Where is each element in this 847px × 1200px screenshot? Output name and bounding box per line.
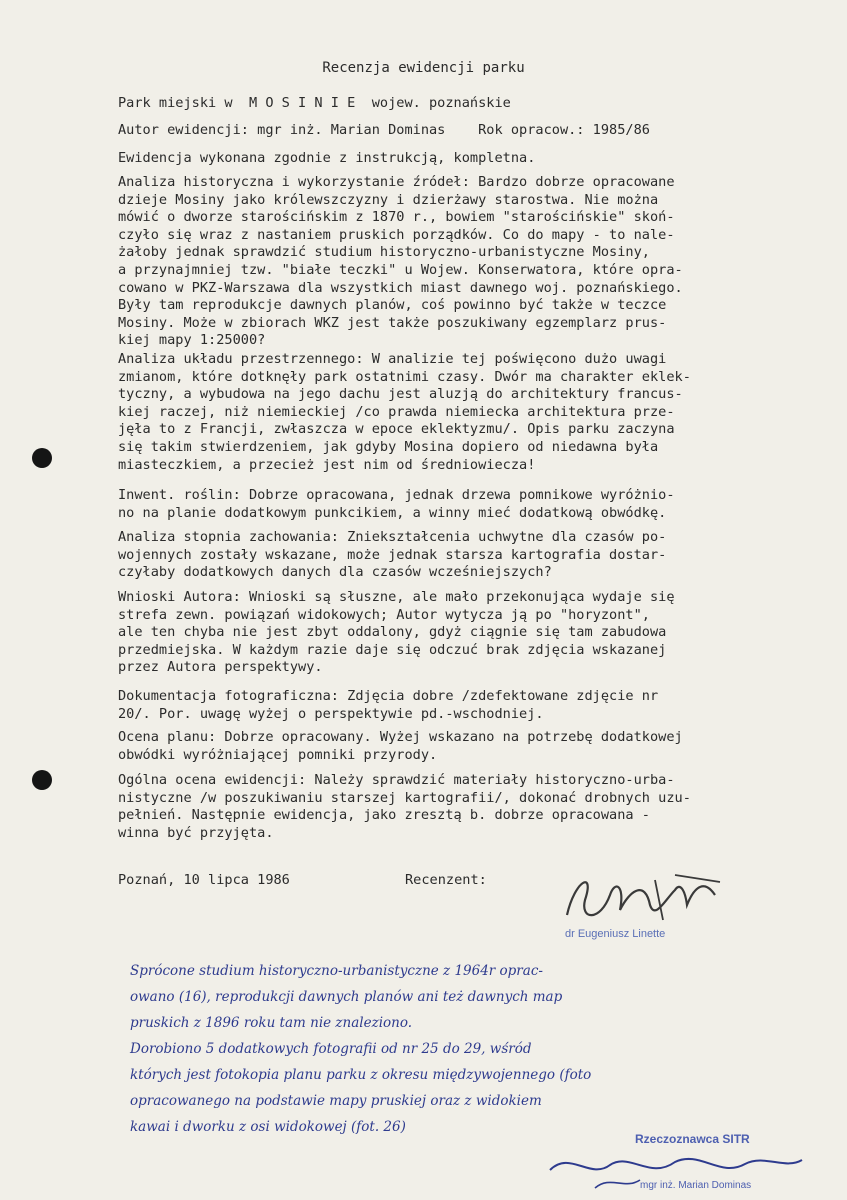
punch-hole-icon: [32, 770, 52, 790]
paragraph-spatial-analysis: Analiza układu przestrzennego: W analizie tej poświęcono dużo uwagi zmianom, które dotknęły park ostatnimi czasy. Dwór ma charakter eklek- tyczny, a wybudowa na jego dachu jest aluzją do architektury francus- kiej raczej, niż niemieckiej /co prawda niemiecka architektura prze- jęła to z Francji, zwłaszcza w epoce eklektyzmu/. Opis parku zaczyna się takim stwierdzeniem, jak gdyby Mosina dopiero od niedawna była miasteczkiem, a przecież jest nim od średniowiecza!: [118, 351, 691, 473]
header-line-status: Ewidencja wykonana zgodnie z instrukcją, kompletna.: [118, 150, 536, 166]
header-line-park: Park miejski w M O S I N I E wojew. poznańskie: [118, 95, 511, 111]
paragraph-historical-analysis: Analiza historyczna i wykorzystanie źródeł: Bardzo dobrze opracowane dzieje Mosiny jako królewszczyzny i dzierżawy starostwa. Nie można mówić o dworze starościńskim z 1870 r., bowiem "starościńskie" skoń- czyło się wraz z nastaniem pruskich porządków. Co do mapy - to nale- żałoby jednak sprawdzić studium historyczno-urbanistyczne Mosiny, a przynajmniej tzw. "białe teczki" u Wojew. Konserwatora, które opra- cowano w PKZ-Warszawa dla wszystkich miast dawnego woj. poznańskiego. Były tam reprodukcje dawnych planów, coś powinno być także w teczce Mosiny. Może w zbiorach WKZ jest także poszukiwany egzemplarz prus- kiej mapy 1:25000?: [118, 174, 683, 349]
reviewer-stamp: dr Eugeniusz Linette: [565, 928, 666, 940]
expert-stamp-title: Rzeczoznawca SITR: [635, 1132, 750, 1146]
paragraph-overall-assessment: Ogólna ocena ewidencji: Należy sprawdzić materiały historyczno-urba- nistyczne /w poszukiwaniu starszej kartografii/, dokonać drobnych uzu- pełnień. Następnie ewidencja, jako zresztą b. dobrze opracowana - winna być przyjęta.: [118, 772, 691, 841]
closing-reviewer-label: Recenzent:: [405, 872, 487, 888]
expert-stamp-name: mgr inż. Marian Dominas: [640, 1180, 752, 1191]
document-title: Recenzja ewidencji parku: [322, 60, 525, 76]
punch-hole-icon: [32, 448, 52, 468]
paragraph-plant-inventory: Inwent. roślin: Dobrze opracowana, jednak drzewa pomnikowe wyróżnio- no na planie dodatkowym punkcikiem, a winny mieć dodatkową obwódkę.: [118, 487, 675, 521]
paragraph-author-conclusions: Wnioski Autora: Wnioski są słuszne, ale mało przekonująca wydaje się strefa zewn. powiązań widokowych; Autor wytycza ją po "horyzont", ale ten chyba nie jest zbyt oddalony, gdyż ciągnie się tam zabudowa przedmiejska. W każdym razie daje się odczuć brak zdjęcia wskazanej przez Autora perspektywy.: [118, 589, 675, 676]
handwritten-note: Sprócone studium historyczno-urbanistyczne z 1964r oprac- owano (16), reprodukcji dawnych planów ani też dawnych map pruskich z 1896 roku tam nie znaleziono. Dorobiono 5 dodatkowych fotografii od nr 25 do 29, wśród których jest fotokopia planu parku z okresu międzywojennego (foto opracowanego na podstawie mapy pruskiej oraz z widokiem kawai i dworku z osi widokowej (fot. 26): [130, 963, 592, 1135]
closing-place-date: Poznań, 10 lipca 1986: [118, 872, 290, 888]
paragraph-plan-assessment: Ocena planu: Dobrze opracowany. Wyżej wskazano na potrzebę dodatkowej obwódki wyróżniającej pomniki przyrody.: [118, 729, 683, 763]
header-line-author: Autor ewidencji: mgr inż. Marian Dominas Rok opracow.: 1985/86: [118, 122, 650, 138]
paragraph-preservation-analysis: Analiza stopnia zachowania: Zniekształcenia uchwytne dla czasów po- wojennych zostały wskazane, może jednak starsza kartografia dostar- czyłaby dodatkowych danych dla czasów wcześniejszych?: [118, 529, 667, 581]
paragraph-photo-documentation: Dokumentacja fotograficzna: Zdjęcia dobre /zdefektowane zdjęcie nr 20/. Por. uwagę wyżej o perspektywie pd.-wschodniej.: [118, 688, 659, 722]
